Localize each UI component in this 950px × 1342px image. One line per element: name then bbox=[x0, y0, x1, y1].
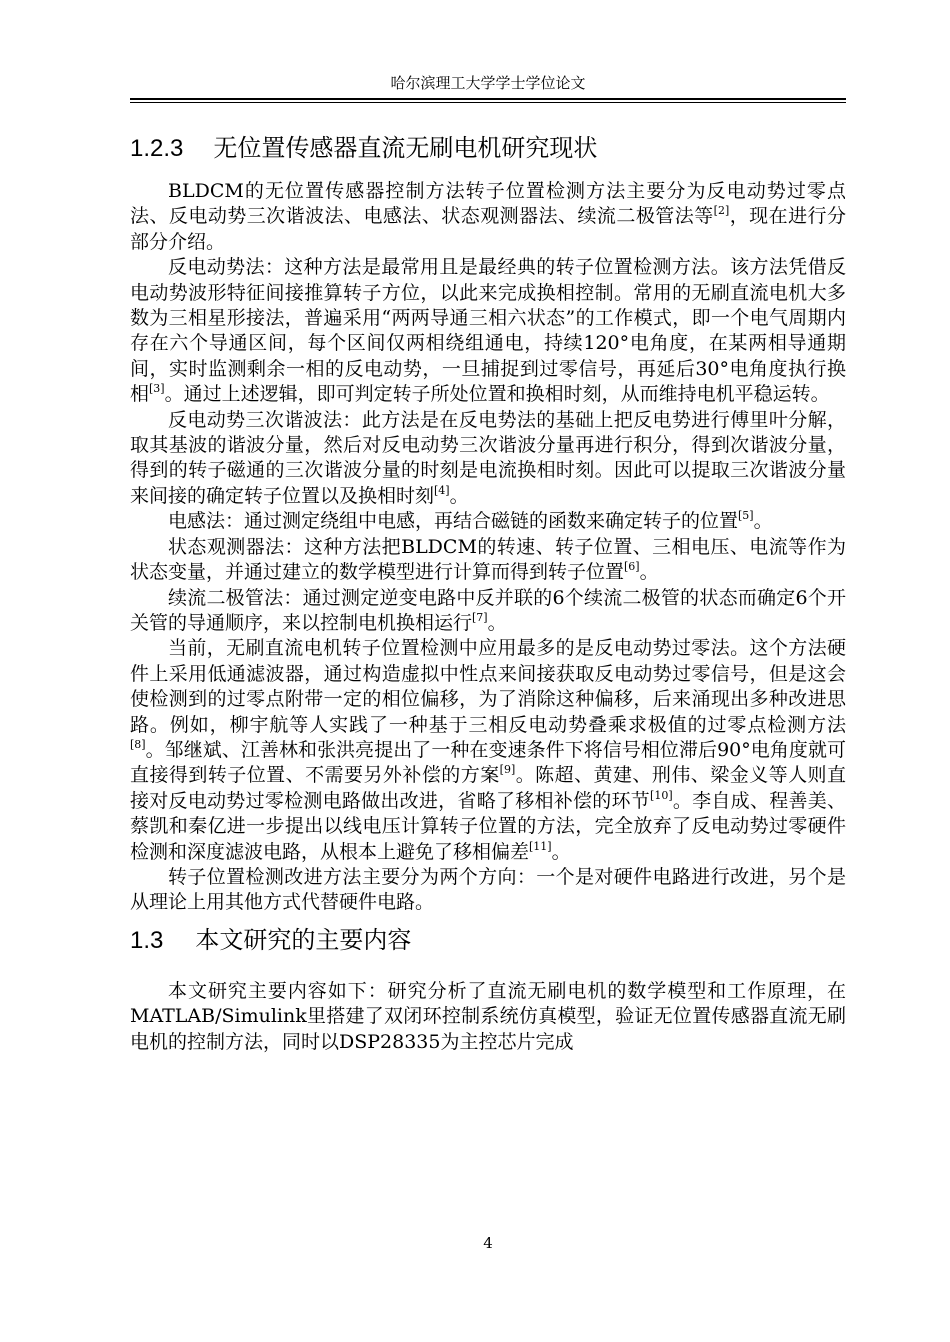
header-divider bbox=[130, 98, 846, 103]
paragraph-text: 电感法：通过测定绕组中电感，再结合磁链的函数来确定转子的位置 bbox=[168, 510, 739, 533]
citation-ref: [7] bbox=[472, 610, 488, 624]
citation-ref: [2] bbox=[713, 204, 730, 218]
paragraph-text: 。 bbox=[551, 840, 571, 863]
paragraph-third-harmonic-method bbox=[130, 408, 846, 510]
paragraph-text: ，现在进行分部分介绍。 bbox=[130, 205, 846, 253]
paragraph-main-content: 本文研究主要内容如下：研究分析了直流无刷电机的数学模型和工作原理，在MATLAB/Simulink里搭建了双闭环控制系统仿真模型，验证无位置传感器直流无刷电机的控制方法，同时以DSP28335为主控芯片完成 bbox=[130, 979, 846, 1053]
section-title: 本文研究的主要内容 bbox=[195, 925, 412, 954]
paragraph-overview bbox=[130, 179, 846, 255]
paragraph-text: 。陈超、黄建、刑伟、梁金义等人则直接对反电动势过零检测电路做出改进，省略了移相补偿的环节 bbox=[130, 764, 846, 812]
paragraph-text: 。 bbox=[449, 484, 469, 507]
paragraph-text: 当前，无刷直流电机转子位置检测中应用最多的是反电动势过零法。这个方法硬件上采用低通滤波器，通过构造虚拟中性点来间接获取反电动势过零信号，但是这会使检测到的过零点附带一定的相位偏移，为了消除这种偏移，后来涌现出多种改进思路。例如，柳宇航等人实践了一种基于三相反电动势叠乘求极值的过零点检测方法 bbox=[130, 637, 846, 736]
section-number: 1.3 bbox=[130, 926, 164, 954]
citation-ref: [11] bbox=[529, 839, 552, 853]
page-header: 哈尔滨理工大学学士学位论文 bbox=[390, 74, 586, 92]
paragraph-text: 。 bbox=[753, 510, 773, 533]
citation-ref: [9] bbox=[499, 763, 516, 777]
section-number: 1.2.3 bbox=[130, 135, 184, 162]
paragraph-inductance-method bbox=[130, 509, 846, 534]
paragraph-text: 。通过上述逻辑，即可判定转子所处位置和换相时刻，从而维持电机平稳运转。 bbox=[164, 383, 830, 406]
paragraph-text: 。邹继斌、江善林和张洪亮提出了一种在变速条件下将信号相位滞后90°电角度就可直接得到转子位置、不需要另外补偿的方案 bbox=[130, 738, 846, 787]
paragraph-text: 反电动势法：这种方法是最常用且是最经典的转子位置检测方法。该方法凭借反电动势波形特征间接推算转子方位，以此来完成换相控制。常用的无刷直流电机大多数为三相星形接法，普遍采用“两两导通三相六状态”的工作模式，即一个电气周期内存在六个导通区间，每个区间仅两相绕组通电，持续120°电角度，在某两相导通期间，实时监测剩余一相的反电动势，一旦捕捉到过零信号，再延后30°电角度执行换相 bbox=[130, 256, 846, 406]
citation-ref: [10] bbox=[650, 788, 673, 802]
paragraph-back-emf-method bbox=[130, 255, 846, 407]
paragraph-text: 反电动势三次谐波法：此方法是在反电势法的基础上把反电势进行傅里叶分解，取其基波的谐波分量，然后对反电动势三次谐波分量再进行积分，得到次谐波分量，得到的转子磁通的三次谐波分量的时刻是电流换相时刻。因此可以提取三次谐波分量来间接的确定转子位置以及换相时刻 bbox=[130, 408, 846, 507]
paragraph-state-observer-method bbox=[130, 535, 846, 586]
citation-ref: [3] bbox=[149, 382, 165, 395]
paragraph-text: 状态观测器法：这种方法把BLDCM的转速、转子位置、三相电压、电流等作为状态变量，并通过建立的数学模型进行计算而得到转子位置 bbox=[130, 535, 846, 584]
section-heading-1-3 bbox=[130, 920, 846, 961]
page-body bbox=[130, 128, 846, 1055]
section-heading-1-2-3 bbox=[130, 128, 846, 169]
citation-ref: [6] bbox=[624, 559, 640, 573]
paragraph-improvement-directions: 转子位置检测改进方法主要分为两个方向：一个是对硬件电路进行改进，另个是从理论上用其他方式代替硬件电路。 bbox=[130, 865, 846, 914]
section-title: 无位置传感器直流无刷电机研究现状 bbox=[213, 134, 598, 162]
paragraph-freewheeling-diode-method bbox=[130, 586, 846, 637]
paragraph-text: 。 bbox=[639, 561, 659, 584]
paragraph-text: 续流二极管法：通过测定逆变电路中反并联的6个续流二极管的状态而确定6个开关管的导通顺序，来以控制电机换相运行 bbox=[130, 586, 846, 634]
paragraph-text: 。李自成、程善美、蔡凯和秦亿进一步提出以线电压计算转子位置的方法，完全放弃了反电动势过零硬件检测和深度滤波电路，从根本上避免了移相偏差 bbox=[130, 789, 846, 863]
citation-ref: [8] bbox=[130, 737, 146, 751]
citation-ref: [4] bbox=[434, 483, 450, 497]
paragraph-current-research bbox=[130, 636, 846, 865]
page-number: 4 bbox=[483, 1234, 493, 1252]
citation-ref: [5] bbox=[738, 509, 754, 523]
paragraph-text: BLDCM的无位置传感器控制方法转子位置检测方法主要分为反电动势过零点法、反电动势三次谐波法、电感法、状态观测器法、续流二极管法等 bbox=[130, 180, 846, 228]
paragraph-text: 。 bbox=[487, 611, 507, 634]
